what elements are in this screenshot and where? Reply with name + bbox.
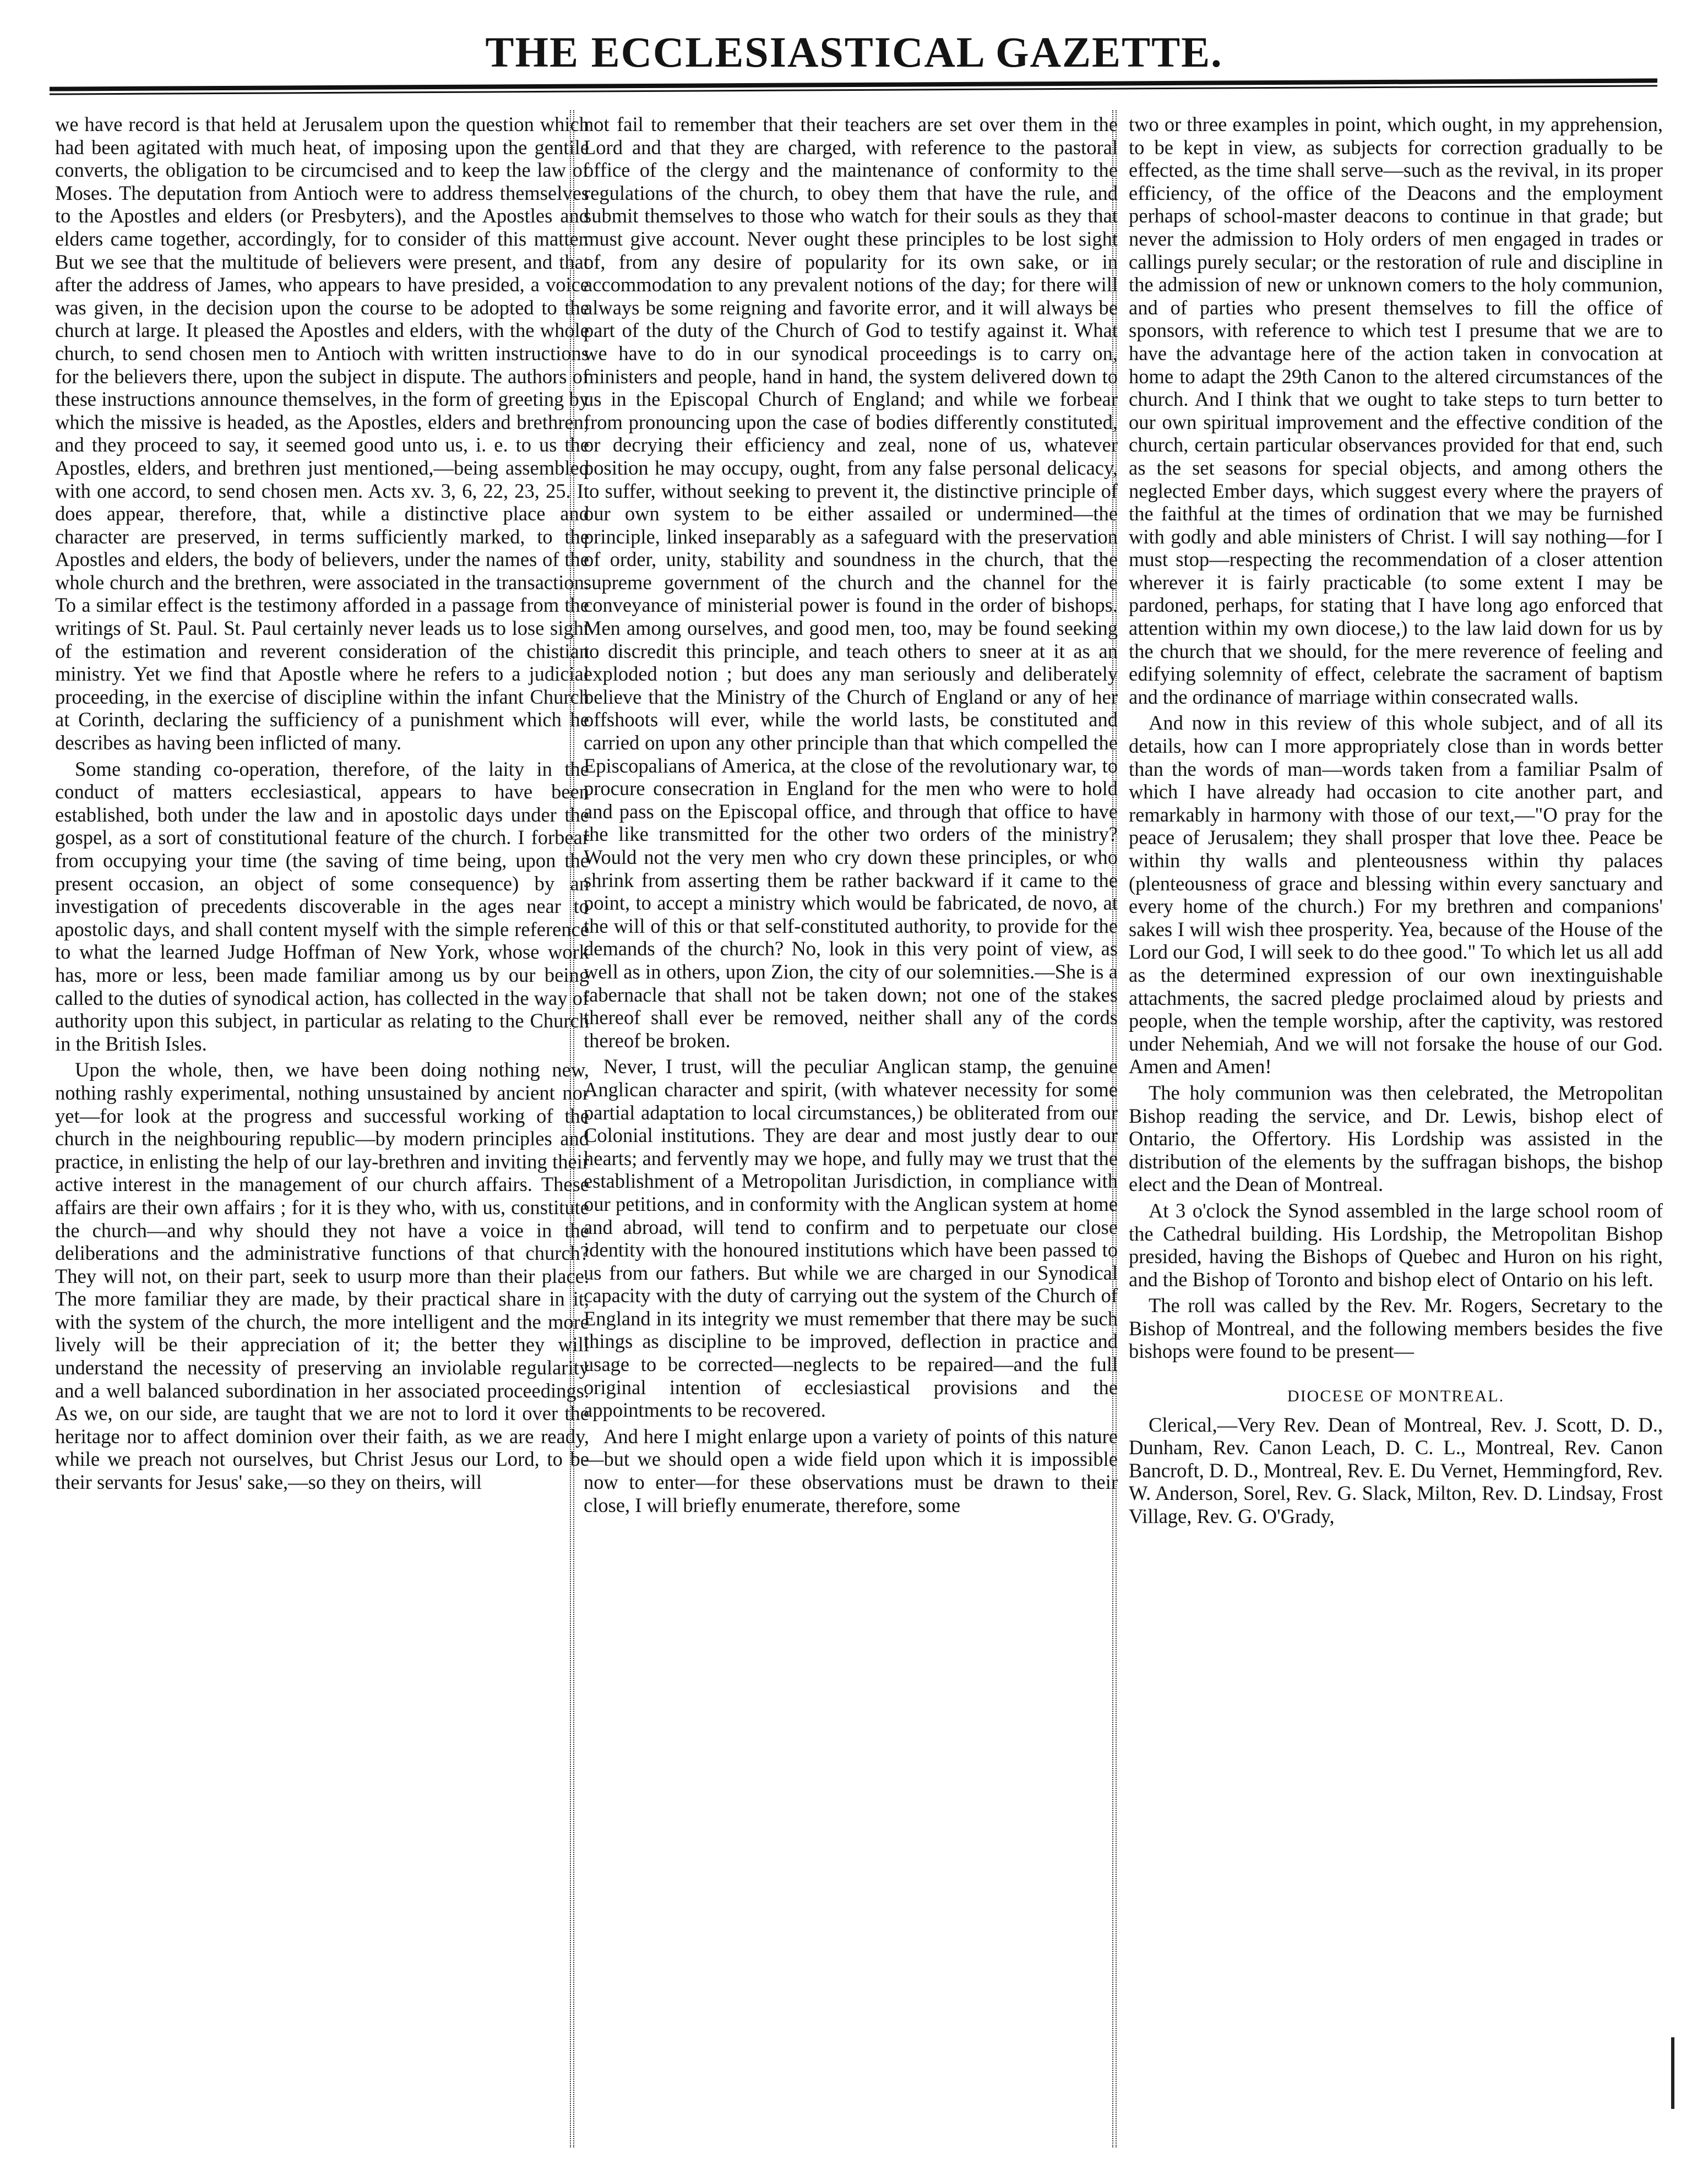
masthead-rule	[50, 83, 1657, 91]
page-edge-mark	[1671, 2037, 1674, 2109]
paragraph: Never, I trust, will the peculiar Anglican stamp, the genuine Anglican character and spirit, (with whatever necessity for some partial adaptation to local circumstances,) be obliterated from our Colonial institutions. They are dear and most justly dear to our hearts; and fervently may we hope, and fully may we trust that the establishment of a Metropolitan Jurisdiction, in compliance with our petitions, and in conformity with the Anglican system at home and abroad, will tend to confirm and to perpetuate our close identity with the honoured institutions which have been passed to us from our fathers. But while we are charged in our Synodical capacity with the duty of carrying out the system of the Church of England in its integrity we must remember that there may be such things as discipline to be improved, deflection in practice and usage to be corrected—neglects to be repaired—and the full original intention of ecclesiastical provisions and the appointments to be recovered.	[584, 1055, 1118, 1422]
paragraph: Clerical,—Very Rev. Dean of Montreal, Rev. J. Scott, D. D., Dunham, Rev. Canon Leach, D. C. L., Montreal, Rev. Canon Bancroft, D. D., Montreal, Rev. E. Du Vernet, Hemmingford, Rev. W. Anderson, Sorel, Rev. G. Slack, Milton, Rev. D. Lindsay, Frost Village, Rev. G. O'Grady,	[1129, 1413, 1663, 1528]
paragraph: Upon the whole, then, we have been doing nothing new, nothing rashly experimental, nothing unsustained by ancient nor yet—for look at the progress and successful working of the church in the neighbouring republic—by modern principles and practice, in enlisting the help of our lay-brethren and inviting their active interest in the management of our church affairs. These affairs are their own affairs ; for it is they who, with us, constitute the church—and why should they not have a voice in the deliberations and the administrative functions of that church? They will not, on their part, seek to usurp more than their place. The more familiar they are made, by their practical share in it, with the system of the church, the more intelligent and the more lively will be their appreciation of it; the better they will understand the necessity of preserving an inviolable regularity and a well balanced subordination in her associated proceedings. As we, on our side, are taught that we are not to lord it over the heritage nor to affect dominion over their faith, as we are ready, while we preach not ourselves, but Christ Jesus our Lord, to be their servants for Jesus' sake,—so they on theirs, will	[55, 1058, 589, 1494]
paragraph: not fail to remember that their teachers are set over them in the Lord and that they are charged, with reference to the pastoral office of the clergy and the maintenance of conformity to the regulations of the church, to obey them that have the rule, and submit themselves to those who watch for their souls as they that must give account. Never ought these principles to be lost sight of, from any desire of popularity for its own sake, or in accommodation to any prevalent notions of the day; for there will always be some reigning and favorite error, and it will always be part of the duty of the Church of God to testify against it. What we have to do in our synodical proceedings is to carry on, ministers and people, hand in hand, the system delivered down to us in the Episcopal Church of England; and while we forbear from pronouncing upon the case of bodies differently constituted, or decrying their efficiency and zeal, none of us, whatever position he may occupy, ought, from any false personal delicacy, to suffer, without seeking to prevent it, the distinctive principle of our own system to be either assailed or undermined—the principle, linked inseparably as a safeguard with the preservation of order, unity, stability and soundness in the church, that the supreme government of the church and the channel for the conveyance of ministerial power is found in the order of bishops. Men among ourselves, and good men, too, may be found seeking to discredit this principle, and teach others to sneer at it as an exploded notion ; but does any man seriously and deliberately believe that the Ministry of the Church of England or any of her offshoots will ever, while the world lasts, be constituted and carried on upon any other principle than that which compelled the Episcopalians of America, at the close of the revolutionary war, to procure consecration in England for the men who were to hold and pass on the Episcopal office, and through that office to have the like transmitted for the other two orders of the ministry? Would not the very men who cry down these principles, or who shrink from asserting them be rather backward if it came to the point, to accept a ministry which would be fabricated, de novo, at the will of this or that self-constituted authority, to provide for the demands of the church? No, look in this very point of view, as well as in others, upon Zion, the city of our solemnities.—She is a tabernacle that shall not be taken down; not one of the stakes thereof shall ever be removed, neither shall any of the cords thereof be broken.	[584, 113, 1118, 1052]
column-1	[55, 113, 589, 2145]
paragraph: Some standing co-operation, therefore, of the laity in the conduct of matters ecclesiastical, appears to have been established, both under the law and in apostolic days under the gospel, as a sort of constitutional feature of the church. I forbear from occupying your time (the saving of time being, upon the present occasion, an object of some consequence) by an investigation of precedents discoverable in the ages near to apostolic days, and shall content myself with the simple reference to what the learned Judge Hoffman of New York, whose work has, more or less, been made familiar among us by our being called to the duties of synodical action, has collected in the way of authority upon this subject, in particular as relating to the Church in the British Isles.	[55, 757, 589, 1055]
paragraph: we have record is that held at Jerusalem upon the question which had been agitated with much heat, of imposing upon the gentile converts, the obligation to be circumcised and to keep the law of Moses. The deputation from Antioch were to address themselves to the Apostles and elders (or Presbyters), and the Apostles and elders came together, accordingly, for to consider of this matter. But we see that the multitude of believers were present, and that after the address of James, who appears to have presided, a voice was given, in the decision upon the course to be adopted to the church at large. It pleased the Apostles and elders, with the whole church, to send chosen men to Antioch with written instructions for the believers there, upon the subject in dispute. The authors of these instructions announce themselves, in the form of greeting by which the missive is headed, as the Apostles, elders and brethren; and they proceed to say, it seemed good unto us, i. e. to us the Apostles, elders, and brethren just mentioned,—being assembled with one accord, to send chosen men. Acts xv. 3, 6, 22, 23, 25. It does appear, therefore, that, while a distinctive place and character are preserved, in terms sufficiently marked, to the Apostles and elders, the body of believers, under the names of the whole church and the brethren, were associated in the transaction. To a similar effect is the testimony afforded in a passage from the writings of St. Paul. St. Paul certainly never leads us to lose sight of the estimation and reverent consideration of the chistian ministry. Yet we find that Apostle where he refers to a judicial proceeding, in the exercise of discipline within the infant Church at Corinth, declaring the sufficiency of a punishment which he describes as having been inflicted of many.	[55, 113, 589, 754]
paragraph: two or three examples in point, which ought, in my apprehension, to be kept in view, as subjects for correction gradually to be effected, as the time shall serve—such as the revival, in its proper efficiency, of the office of the Deacons and the employment perhaps of school-master deacons to continue in that grade; but never the admission to Holy orders of men engaged in trades or callings purely secular; or the restoration of rule and discipline in the admission of new or unknown comers to the holy communion, and of parties who present themselves to fill the office of sponsors, with reference to which test I presume that we are to have the advantage here of the action taken in convocation at home to adapt the 29th Canon to the altered circumstances of the church. And I think that we ought to take steps to turn better to our own spiritual improvement and the effective condition of the church, certain particular observances provided for that end, such as the set seasons for special objects, and among others the neglected Ember days, which suggest every where the prayers of the faithful at the times of ordination that we may be furnished with godly and able ministers of Christ. I will say nothing—for I must stop—respecting the recommendation of a closer attention wherever it is fairly practicable (to some extent I may be pardoned, perhaps, for stating that I have long ago enforced that attention within my own diocese,) to the law laid down for us by the church that we should, for the mere reverence of feeling and edifying solemnity of effect, celebrate the sacrament of baptism and the ordinance of marriage within consecrated walls.	[1129, 113, 1663, 708]
paragraph: And now in this review of this whole subject, and of all its details, how can I more appropriately close than in words better than the words of man—words taken from a familiar Psalm of which I have already had occasion to cite another part, and remarkably in harmony with those of our text,—"O pray for the peace of Jerusalem; they shall prosper that love thee. Peace be within thy walls and plenteousness within thy palaces (plenteousness of grace and blessing within every sanctuary and every home of the church.) For my brethren and companions' sakes I will wish thee prosperity. Yea, because of the House of the Lord our God, I will seek to do thee good." To which let us all add as the determined expression of our own inextinguishable attachments, the sacred pledge proclaimed aloud by priests and people, when the temple worship, after the captivity, was restored under Nehemiah, And we will not forsake the house of our God. Amen and Amen!	[1129, 711, 1663, 1078]
paragraph: The roll was called by the Rev. Mr. Rogers, Secretary to the Bishop of Montreal, and the following members besides the five bishops were found to be present—	[1129, 1294, 1663, 1363]
column-2	[584, 113, 1118, 2145]
paragraph: At 3 o'clock the Synod assembled in the large school room of the Cathedral building. His Lordship, the Metropolitan Bishop presided, having the Bishops of Quebec and Huron on his right, and the Bishop of Toronto and bishop elect of Ontario on his left.	[1129, 1199, 1663, 1291]
masthead-title: THE ECCLESIASTICAL GAZETTE.	[485, 28, 1223, 76]
section-heading: DIOCESE OF MONTREAL.	[1287, 1387, 1505, 1406]
column-3	[1129, 113, 1663, 2145]
paragraph: And here I might enlarge upon a variety of points of this nature—but we should open a wide field upon which it is impossible now to enter—for these observations must be drawn to their close, I will briefly enumerate, therefore, some	[584, 1424, 1118, 1516]
paragraph: The holy communion was then celebrated, the Metropolitan Bishop reading the service, and Dr. Lewis, bishop elect of Ontario, the Offertory. His Lordship was assisted in the distribution of the elements by the suffragan bishops, the bishop elect and the Dean of Montreal.	[1129, 1081, 1663, 1196]
